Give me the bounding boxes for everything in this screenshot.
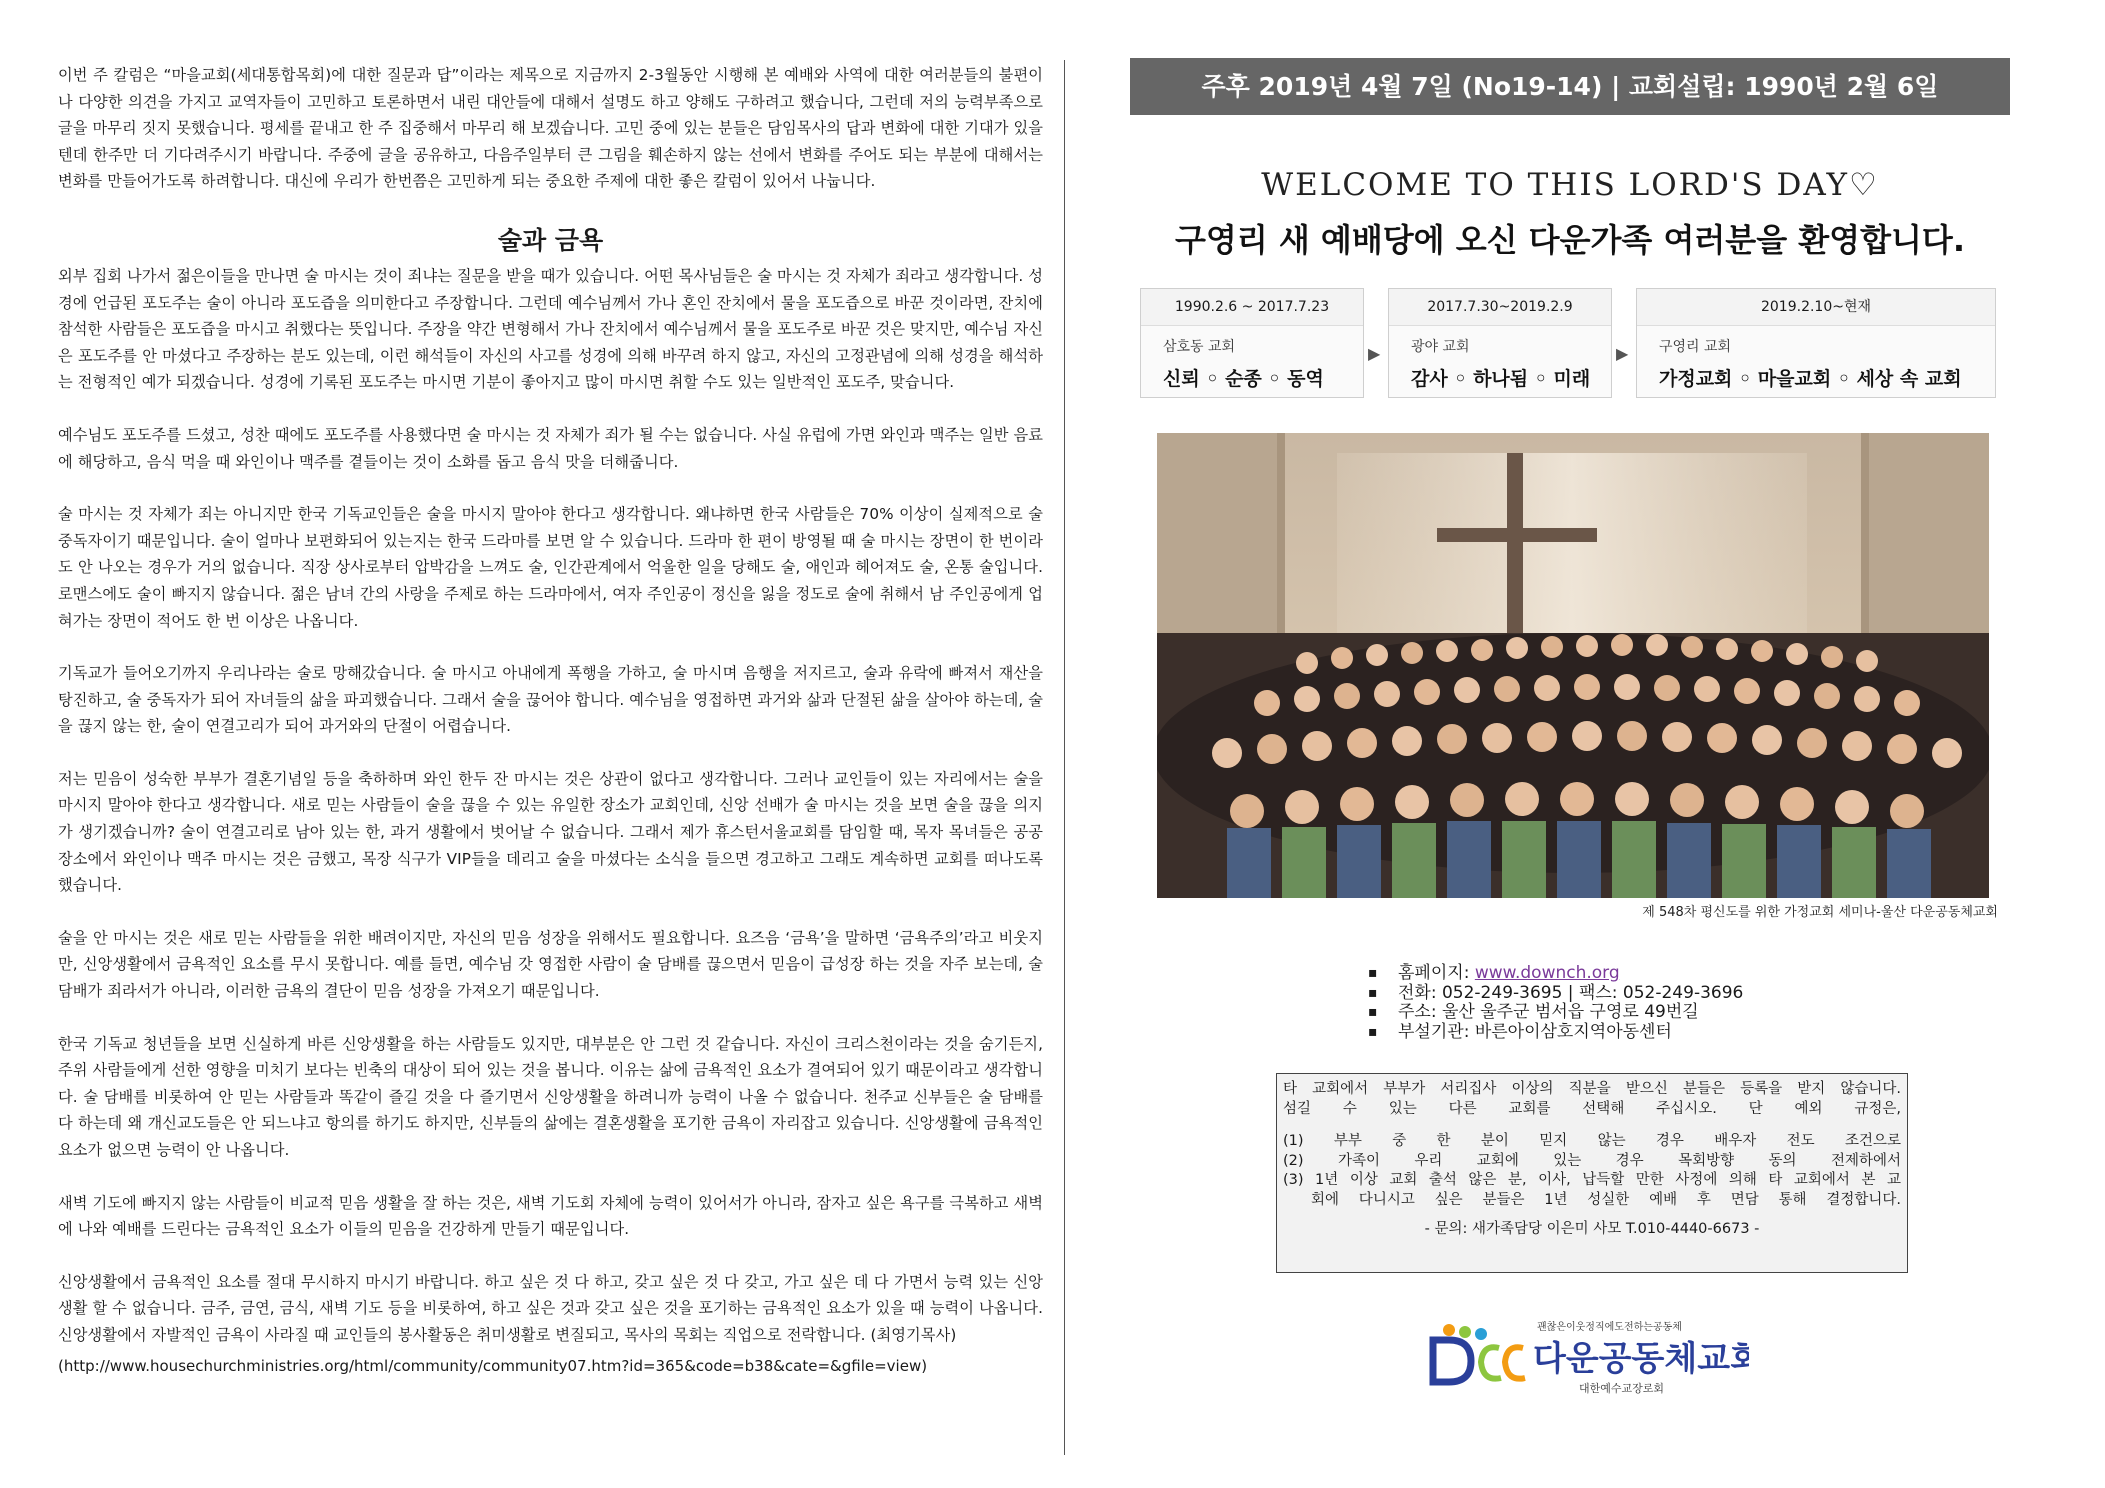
group-photo-image — [1157, 433, 1989, 898]
timeline-date: 1990.2.6 ~ 2017.7.23 — [1141, 289, 1363, 326]
article-paragraph: 예수님도 포도주를 드셨고, 성찬 때에도 포도주를 사용했다면 술 마시는 것 자체가 죄가 될 수는 없습니다. 사실 유럽에 가면 와인과 맥주는 일반 음료에 해당하고, 음식 먹을 때 와인이나 맥주를 곁들이는 것이 소화를 돕고 음식 맛을 더해줍니다. — [58, 425, 1043, 471]
logo-tagline: 괜찮은이웃정직에도전하는공동체 — [1537, 1322, 1682, 1333]
timeline-values: 감사 ◦ 하나됨 ◦ 미래 — [1411, 368, 1591, 390]
timeline-stage-3 — [1636, 288, 1996, 398]
info-address: ▪ 주소: 울산 울주군 범서읍 구영로 49번길 — [1368, 1003, 1743, 1023]
homepage-label: 홈페이지: — [1398, 963, 1475, 983]
timeline-values: 가정교회 ◦ 마을교회 ◦ 세상 속 교회 — [1659, 368, 1962, 390]
info-affiliate: ▪ 부설기관: 바른아이삼호지역아동센터 — [1368, 1023, 1743, 1043]
policy-item: (2) 가족이 우리 교회에 있는 경우 목회방향 동의 전제하에서 — [1283, 1152, 1901, 1169]
timeline-stage-1 — [1140, 288, 1364, 398]
timeline-date: 2019.2.10~현재 — [1637, 289, 1995, 326]
policy-contact: - 문의: 새가족담당 이은미 사모 T.010-4440-6673 - — [1424, 1221, 1760, 1237]
article-paragraph: 저는 믿음이 성숙한 부부가 결혼기념일 등을 축하하며 와인 한두 잔 마시는 것은 상관이 없다고 생각합니다. 그러나 교인들이 있는 자리에서는 술을 마시지 말아야 한다고 생각합니다. 새로 믿는 사람들이 술을 끊을 수 있는 유일한 장소가 교회인데, 신앙 선배가 술 마시는 것을 보면 술을 끊을 의지가 생기겠습니까? 술이 연결고리로 남아 있는 한, 과거 생활에서 벗어날 수 없습니다. 그래서 제가 휴스턴서울교회를 담임할 때, 목자 목녀들은 공공장소에서 와인이나 맥주 마시는 것은 금했고, 목장 식구가 VIP들을 데리고 술을 마셨다는 소식을 들으면 경고하고 그래도 계속하면 교회를 떠나도록 했습니다. — [58, 769, 1043, 895]
column-article — [58, 62, 1043, 1379]
article-paragraph: 신앙생활에서 금욕적인 요소를 절대 무시하지 마시기 바랍니다. 하고 싶은 것 다 하고, 갖고 싶은 것 다 갖고, 가고 싶은 데 다 가면서 능력 있는 신앙생활 할 수 없습니다. 금주, 금연, 금식, 새벽 기도 등을 비롯하여, 하고 싶은 것과 갖고 싶은 것을 포기하는 금욕적인 요소가 있을 때 능력이 나옵니다. 신앙생활에서 자발적인 금욕이 사라질 때 교인들의 봉사활동은 취미생활로 변질되고, 목사의 목회는 직업으로 전락합니다. (최영기목사) — [58, 1272, 1043, 1344]
photo-caption: 제 548차 평신도를 위한 가정교회 세미나-울산 다운공동체교회 — [1642, 905, 1998, 920]
date-header-bar: 주후 2019년 4월 7일 (No19-14) | 교회설립: 1990년 2월 6일 — [1130, 58, 2010, 115]
article-paragraph: 기독교가 들어오기까지 우리나라는 술로 망해갔습니다. 술 마시고 아내에게 폭행을 가하고, 술 마시며 음행을 저지르고, 술과 유락에 빠져서 재산을 탕진하고, 술 중독자가 되어 자녀들의 삶을 파괴했습니다. 그래서 술을 끊어야 합니다. 예수님을 영접하면 과거와 삶과 단절된 삶을 살아야 하는데, 술을 끊지 않는 한, 술이 연결고리가 되어 과거와의 단절이 어렵습니다. — [58, 664, 1043, 736]
dcc-logo-icon — [1419, 1310, 1749, 1400]
article-paragraph: 술을 안 마시는 것은 새로 믿는 사람들을 위한 배려이지만, 자신의 믿음 성장을 위해서도 필요합니다. 요즈음 ‘금욕’을 말하면 ‘금욕주의’라고 비웃지만, 신앙생활에서 금욕적인 요소를 무시 못합니다. 예를 들면, 예수님 갓 영접한 사람이 술 담배를 끊으면서 믿음이 급성장 하는 것을 자주 보는데, 술 담배가 죄라서가 아니라, 이러한 금욕의 결단이 믿음 성장을 가져오기 때문입니다. — [58, 928, 1043, 1001]
welcome-korean: 구영리 새 예배당에 오신 다운가족 여러분을 환영합니다. — [1175, 221, 1965, 259]
registration-policy-box — [1276, 1073, 1908, 1273]
timeline-date: 2017.7.30~2019.2.9 — [1389, 289, 1611, 326]
info-phone: ▪ 전화: 052-249-3695 | 팩스: 052-249-3696 — [1368, 984, 1743, 1004]
info-homepage — [1368, 964, 1743, 984]
church-timeline — [1140, 288, 2000, 398]
article-paragraph: 외부 집회 나가서 젊은이들을 만나면 술 마시는 것이 죄냐는 질문을 받을 때가 있습니다. 어떤 목사님들은 술 마시는 것 자체가 죄라고 생각합니다. 성경에 언급된 포도주는 술이 아니라 포도즙을 의미한다고 주장합니다. 그런데 예수님께서 가나 혼인 잔치에서 물을 포도즙으로 바꾼 것이라면, 잔치에 참석한 사람들은 포도즙을 마시고 취했다는 뜻입니다. 주장을 약간 변형해서 가나 잔치에서 예수님께서 물을 포도주로 바꾼 것은 맞지만, 예수님 자신은 포도주를 안 마셨다고 주장하는 분도 있는데, 이런 해석들이 자신의 사고를 성경에 의해 바꾸려 하지 않고, 자신의 고정관념에 의해 성경을 해석하는 전형적인 예가 되겠습니다. 성경에 기록된 포도주는 마시면 기분이 좋아지고 많이 마시면 취할 수도 있는 일반적인 포도주, 맞습니다. — [58, 266, 1043, 392]
article-title: 술과 금욕 — [497, 225, 604, 255]
logo-denomination: 대한예수교장로회 — [1579, 1382, 1665, 1395]
timeline-values: 신뢰 ◦ 순종 ◦ 동역 — [1163, 368, 1324, 390]
church-logo — [1419, 1310, 1749, 1400]
policy-item: (3) 1년 이상 교회 출석 않은 분, 이사, 납득할 만한 사정에 의해 타 교회에서 본 교 — [1283, 1172, 1901, 1188]
intro-paragraph: 이번 주 칼럼은 “마을교회(세대통합목회)에 대한 질문과 답”이라는 제목으로 지금까지 2-3월동안 시행해 본 예배와 사역에 대한 여러분들의 불편이나 다양한 의견을 가지고 교역자들이 고민하고 토론하면서 내린 대안들에 대해서 설명도 하고 양해도 구하려고 했습니다, 그런데 저의 능력부족으로 글을 마무리 짓지 못했습니다. 평세를 끝내고 한 주 집중해서 마무리 해 보겠습니다. 고민 중에 있는 분들은 담임목사의 답과 변화에 대한 기대가 있을텐데 한주만 더 기다려주시기 바랍니다. 주중에 글을 공유하고, 다음주일부터 큰 그림을 훼손하지 않는 선에서 변화를 주어도 되는 부분에 대해서는 변화를 만들어가도록 하려합니다. 대신에 우리가 한번쯤은 고민하게 되는 중요한 주제에 대한 좋은 칼럼이 있어서 나눕니다. — [58, 66, 1043, 191]
homepage-link[interactable]: www.downch.org — [1474, 963, 1620, 983]
arrow-right-icon: ▶ — [1616, 344, 1629, 363]
arrow-right-icon: ▶ — [1368, 344, 1381, 363]
source-url[interactable]: (http://www.housechurchministries.org/html/community/community07.htm?id=365&code=b38&cate=&gfile=view) — [58, 1356, 928, 1375]
contact-info — [1368, 964, 1743, 1042]
timeline-church: 삼호동 교회 — [1163, 339, 1236, 355]
bulletin-front — [1130, 58, 2010, 1395]
article-paragraph: 술 마시는 것 자체가 죄는 아니지만 한국 기독교인들은 술을 마시지 말아야 한다고 생각합니다. 왜냐하면 한국 사람들은 70% 이상이 실제적으로 술 중독자이기 때문입니다. 술이 얼마나 보편화되어 있는지는 한국 드라마를 보면 알 수 있습니다. 드라마 한 편이 방영될 때 술 마시는 장면이 한 번이라도 안 나오는 경우가 거의 없습니다. 직장 상사로부터 압박감을 느껴도 술, 인간관계에서 억울한 일을 당해도 술, 애인과 헤어져도 술, 온통 술입니다. 로맨스에도 술이 빠지지 않습니다. 젊은 남녀 간의 사랑을 주제로 하는 드라마에서, 여자 주인공이 정신을 잃을 정도로 술에 취해서 남 주인공에게 업혀가는 장면이 적어도 한 번 이상은 나옵니다. — [58, 505, 1043, 630]
article-paragraph: 한국 기독교 청년들을 보면 신실하게 바른 신앙생활을 하는 사람들도 있지만, 대부분은 안 그런 것 같습니다. 자신이 크리스천이라는 것을 숨기든지, 주위 사람들에게 선한 영향을 미치기 보다는 빈축의 대상이 되어 있는 것을 봅니다. 이유는 삶에 금욕적인 요소가 결여되어 있기 때문이라고 생각합니다. 술 담배를 비롯하여 안 믿는 사람들과 똑같이 즐길 것을 다 즐기면서 신앙생활을 하려니까 능력이 나올 수 없습니다. 천주교 신부들은 술 담배를 다 하는데 왜 개신교도들은 안 되느냐고 항의를 하기도 하지만, 신부들의 삶에는 결혼생활을 포기한 금욕이 자리잡고 있습니다. 신앙생활에 금욕적인 요소가 없으면 능력이 안 나옵니다. — [58, 1034, 1043, 1159]
timeline-stage-2 — [1388, 288, 1612, 398]
policy-item: 회에 다니시고 싶은 분들은 1년 성실한 예배 후 면담 통해 결정합니다. — [1311, 1191, 1901, 1208]
group-photo — [1157, 433, 1989, 898]
policy-item: (1) 부부 중 한 분이 믿지 않는 경우 배우자 전도 조건으로 — [1283, 1133, 1901, 1149]
policy-line: 섬길 수 있는 다른 교회를 선택해 주십시오. 단 예외 규정은, — [1283, 1100, 1902, 1117]
timeline-church: 광야 교회 — [1411, 339, 1470, 355]
policy-line: 타 교회에서 부부가 서리집사 이상의 직분을 받으신 분들은 등록을 받지 않습니다. — [1283, 1081, 1901, 1097]
article-paragraph: 새벽 기도에 빠지지 않는 사람들이 비교적 믿음 생활을 잘 하는 것은, 새벽 기도회 자체에 능력이 있어서가 아니라, 잠자고 싶은 욕구를 극복하고 새벽에 나와 예배를 드린다는 금욕적인 요소가 이들의 믿음을 건강하게 만들기 때문입니다. — [58, 1193, 1043, 1239]
logo-name: 다운공동체교회 — [1533, 1339, 1749, 1379]
timeline-church: 구영리 교회 — [1659, 339, 1732, 355]
page-divider — [1064, 60, 1065, 1455]
welcome-english: WELCOME TO THIS LORD'S DAY♡ — [1261, 167, 1879, 203]
